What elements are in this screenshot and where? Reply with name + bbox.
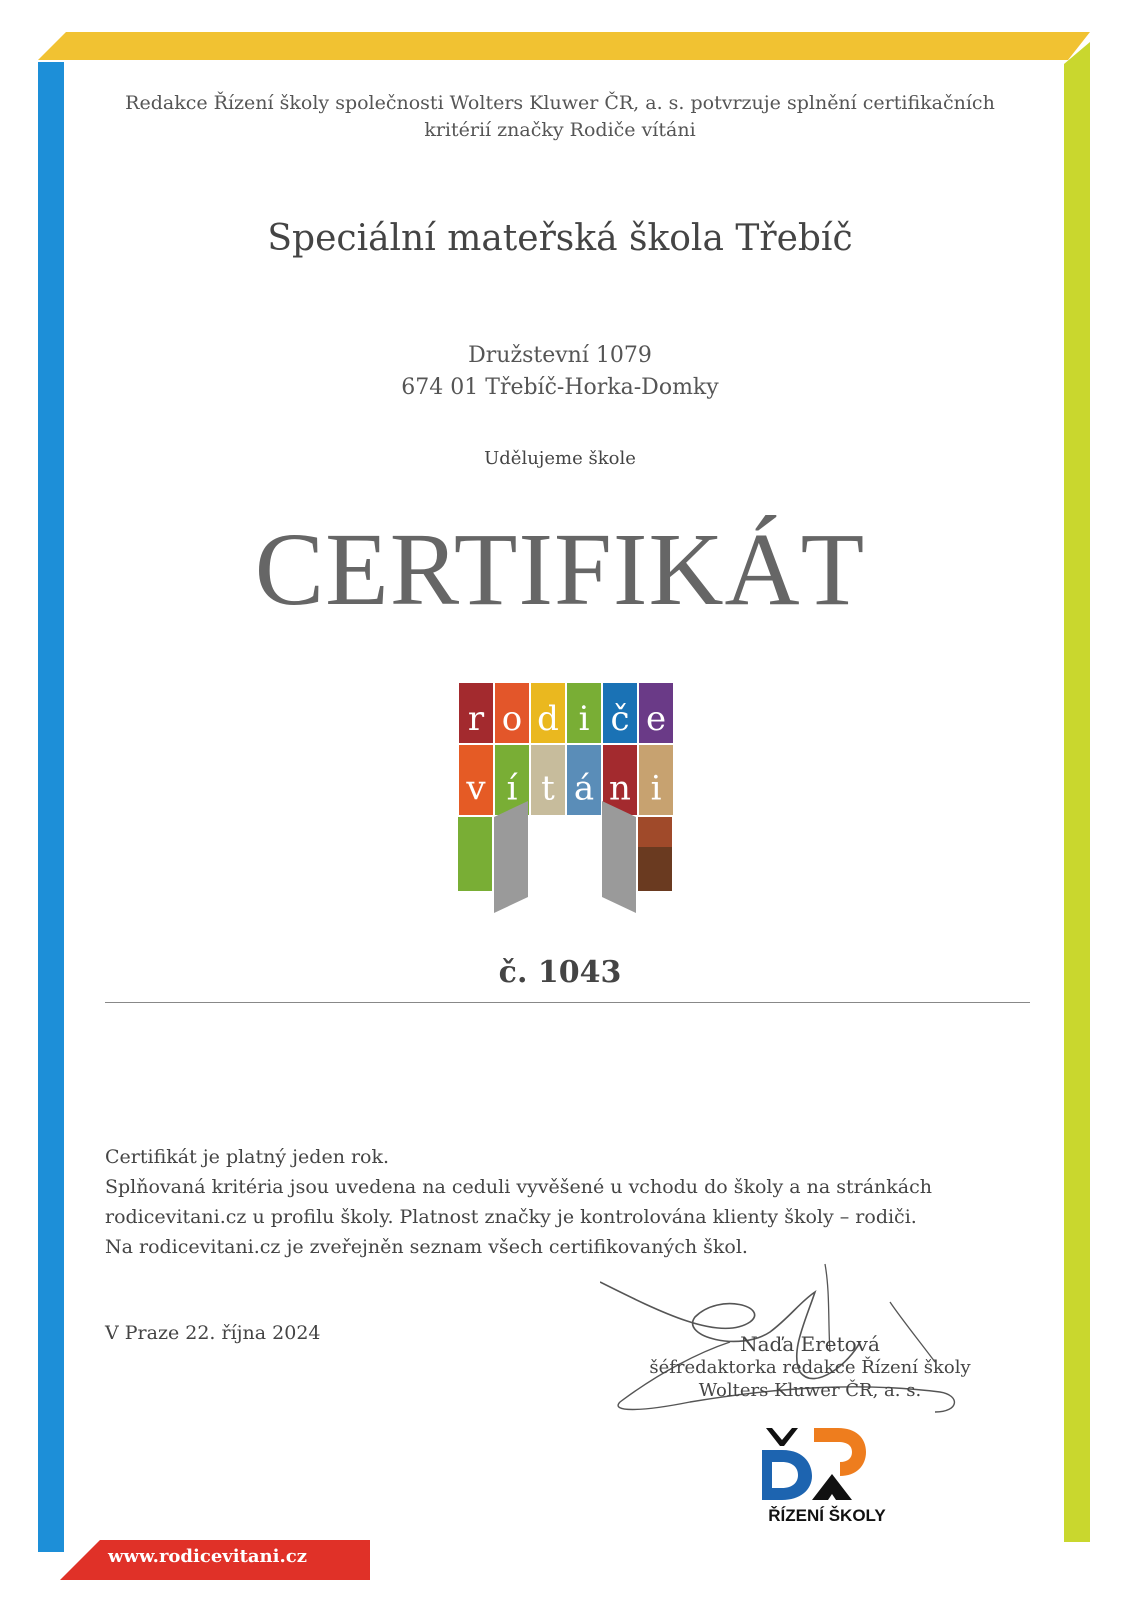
rodice-vitani-logo [458,683,678,933]
issue-date: V Praze 22. října 2024 [105,1322,321,1344]
logo-door-part-2 [602,801,636,913]
logo-row2-letter-2: t [541,768,555,809]
logo-row2-letter-5: i [650,768,662,809]
logo-row1-letter-2: d [537,698,559,739]
signer-role: šéfredaktorka redakce Řízení školy [649,1357,971,1378]
header-line-1: Redakce Řízení školy společnosti Wolters Kluwer ČR, a. s. potvrzuje splnění certifikačních [125,92,995,114]
certificate-number: č. 1043 [498,955,622,990]
logo-row1-letter-5: e [645,698,667,739]
logo-row1-letter-3: i [578,698,590,739]
logo-row2-letter-4: n [609,768,631,809]
logo-row1-letter-4: č [610,698,630,739]
certificate-body [105,1142,1005,1262]
address-street: Družstevní 1079 [468,343,652,368]
school-address [100,340,1020,404]
logo-door-part-0 [458,817,492,891]
logo-door-part-1 [494,801,528,913]
signer-block [640,1333,980,1402]
body-line-2: Splňovaná kritéria jsou uvedena na ceduli vyvěšené u vchodu do školy a na stránkách [105,1176,932,1198]
header-line-2: kritérií značky Rodiče vítáni [424,119,696,141]
signer-name: Naďa Eretová [740,1332,880,1356]
website-link[interactable]: www.rodicevitani.cz [108,1546,307,1567]
logo-row1-letter-0: r [467,698,485,739]
left-blue-bar [38,62,64,1552]
school-name: Speciální mateřská škola Třebíč [267,218,853,259]
body-line-4: Na rodicevitani.cz je zveřejněn seznam všech certifikovaných škol. [105,1236,748,1258]
logo-row2-letter-1: í [506,768,518,809]
body-line-3: rodicevitani.cz u profilu školy. Platnost značky je kontrolována klienty školy – rodiči. [105,1206,917,1228]
rizeni-skoly-label: ŘÍZENÍ ŠKOLY [768,1506,886,1525]
body-line-1: Certifikát je platný jeden rok. [105,1146,390,1168]
logo-accent [638,817,672,847]
logo-row2-letter-0: v [466,768,486,809]
signer-company: Wolters Kluwer ČR, a. s. [698,1380,922,1401]
header-text [100,90,1020,144]
certificate-title: CERTIFIKÁT [254,512,866,627]
divider-line [105,1002,1030,1003]
grant-text: Udělujeme škole [484,448,636,469]
address-city: 674 01 Třebíč-Horka-Domky [401,375,719,400]
logo-row2-letter-3: á [573,768,595,809]
logo-row1-letter-1: o [501,698,523,739]
top-yellow-bar [38,32,1090,60]
right-green-bar [1064,42,1090,1542]
